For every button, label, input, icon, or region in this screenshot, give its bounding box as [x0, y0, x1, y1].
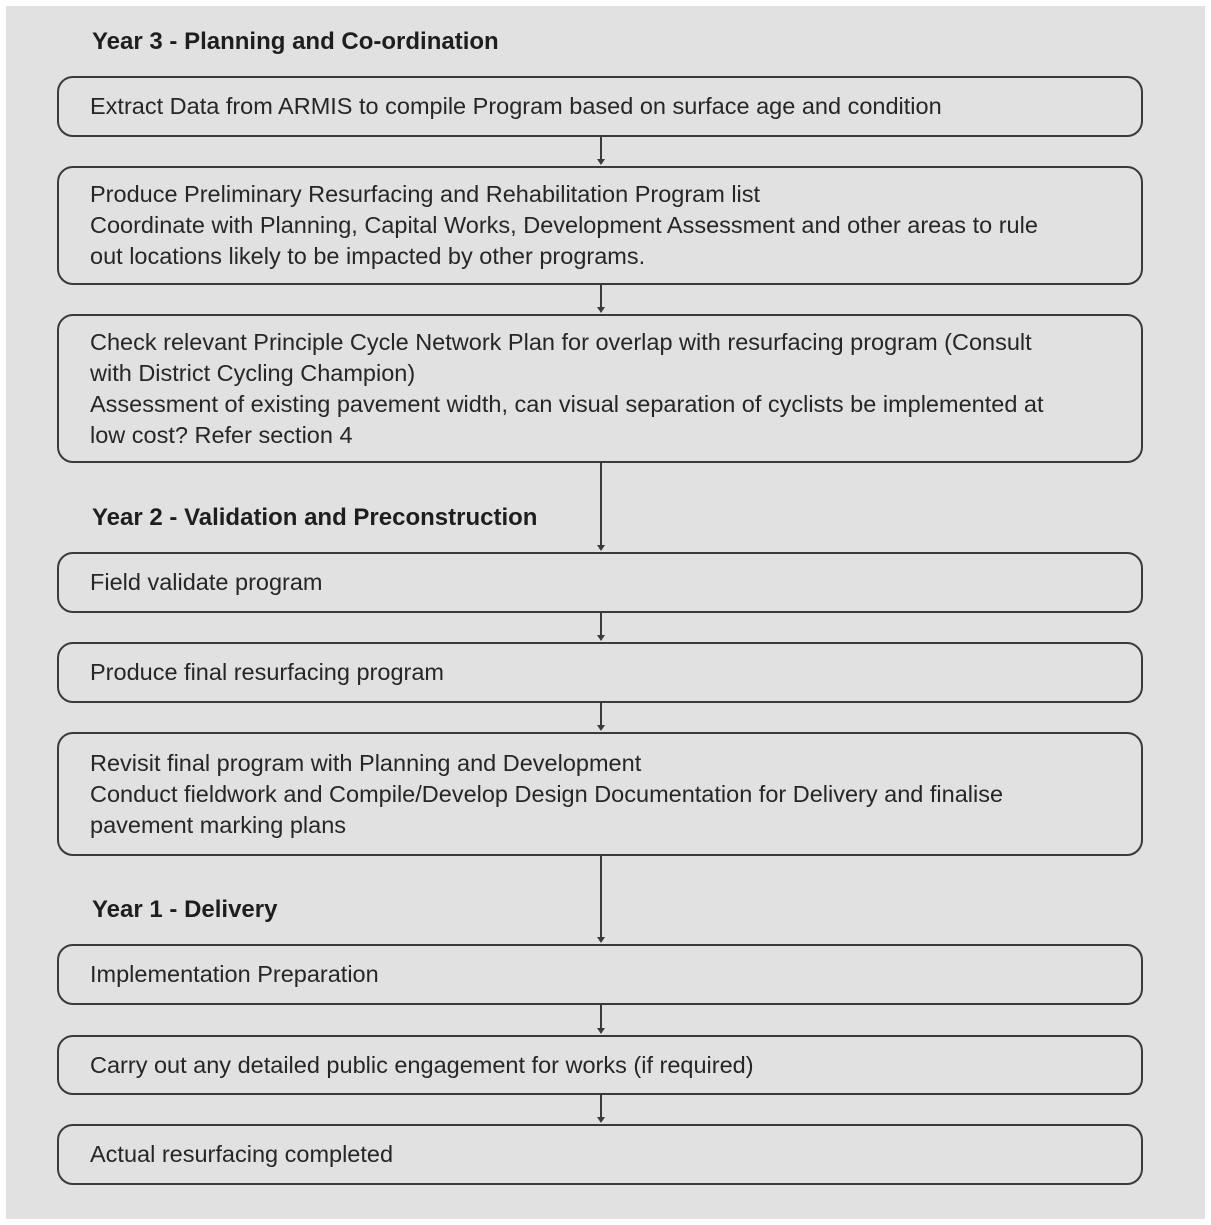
step-text-line: Carry out any detailed public engagement for works (if required): [90, 1051, 754, 1078]
arrowhead-icon: [597, 159, 605, 165]
step-text-line: out locations likely to be impacted by other programs.: [90, 243, 646, 269]
connector-line: [600, 703, 602, 726]
section-heading-year-1: Year 1 - Delivery: [92, 896, 278, 923]
section-heading-year-3: Year 3 - Planning and Co-ordination: [92, 28, 499, 55]
step-revisit-final-program: [57, 732, 1143, 856]
connector-line: [600, 856, 602, 938]
connector-line: [600, 463, 602, 546]
step-text-line: with District Cycling Champion): [90, 359, 416, 386]
arrowhead-icon: [597, 937, 605, 943]
step-text-line: Conduct fieldwork and Compile/Develop Design Documentation for Delivery and finalise: [90, 780, 1004, 807]
step-text-line: Produce Preliminary Resurfacing and Rehabilitation Program list: [90, 181, 761, 207]
step-text-line: low cost? Refer section 4: [90, 421, 353, 448]
section-heading-year-2: Year 2 - Validation and Preconstruction: [92, 504, 538, 531]
step-text-line: Assessment of existing pavement width, can visual separation of cyclists be implemented at: [90, 390, 1044, 417]
step-text-line: Field validate program: [90, 569, 323, 595]
connector-line: [600, 285, 602, 308]
arrowhead-icon: [597, 635, 605, 641]
arrowhead-icon: [597, 725, 605, 731]
arrowhead-icon: [597, 1028, 605, 1034]
connector-line: [600, 137, 602, 160]
step-field-validate: [57, 552, 1143, 613]
connector-line: [600, 1005, 602, 1029]
arrowhead-icon: [597, 1117, 605, 1123]
step-text-line: Implementation Preparation: [90, 961, 379, 987]
step-text-line: Extract Data from ARMIS to compile Program based on surface age and condition: [90, 93, 942, 119]
step-cycle-network-check: [57, 314, 1143, 463]
step-text-line: Coordinate with Planning, Capital Works, Development Assessment and other areas to rule: [90, 212, 1038, 238]
step-text-line: Produce final resurfacing program: [90, 659, 444, 685]
step-text-line: Revisit final program with Planning and Development: [90, 749, 642, 776]
step-final-program: [57, 642, 1143, 703]
step-text-line: Actual resurfacing completed: [90, 1141, 394, 1167]
connector-line: [600, 1095, 602, 1118]
step-implementation-preparation: [57, 944, 1143, 1005]
step-public-engagement: [57, 1035, 1143, 1095]
step-text-line: Check relevant Principle Cycle Network Plan for overlap with resurfacing program (Consult: [90, 328, 1032, 355]
step-extract-data: [57, 76, 1143, 137]
connector-line: [600, 613, 602, 636]
flowchart-canvas: [6, 6, 1205, 1219]
arrowhead-icon: [597, 545, 605, 551]
arrowhead-icon: [597, 307, 605, 313]
step-preliminary-program: [57, 166, 1143, 285]
step-text-line: pavement marking plans: [90, 811, 347, 838]
step-resurfacing-completed: [57, 1124, 1143, 1185]
